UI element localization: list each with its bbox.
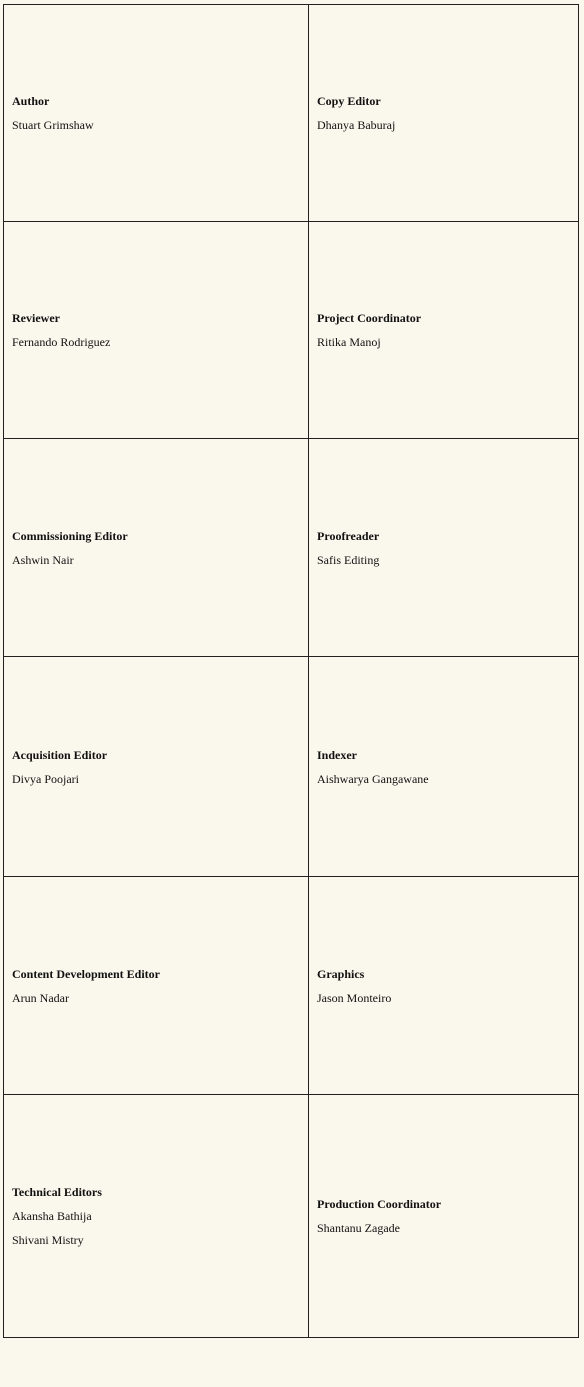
credit-role: Author xyxy=(12,94,50,108)
credit-role: Technical Editors xyxy=(12,1185,102,1199)
credit-name: Akansha Bathija xyxy=(12,1209,92,1223)
credit-cell xyxy=(309,1095,579,1338)
table-row xyxy=(4,1095,579,1338)
credit-name: Shantanu Zagade xyxy=(317,1221,400,1235)
table-row xyxy=(4,657,579,877)
credit-name: Safis Editing xyxy=(317,552,380,567)
credit-name: Fernando Rodriguez xyxy=(12,335,111,349)
credit-role: Commissioning Editor xyxy=(12,528,128,543)
credit-role: Graphics xyxy=(317,966,365,981)
credit-role: Acquisition Editor xyxy=(12,747,108,762)
credit-name: Stuart Grimshaw xyxy=(12,118,94,132)
credit-name: Divya Poojari xyxy=(12,771,79,786)
credit-name: Ashwin Nair xyxy=(12,552,74,567)
credits-table xyxy=(3,4,579,1338)
table-row xyxy=(4,5,579,222)
credit-cell xyxy=(4,1095,309,1338)
credit-cell xyxy=(309,5,579,222)
credit-cell xyxy=(309,657,579,877)
credit-role: Proofreader xyxy=(317,528,380,543)
table-row xyxy=(4,877,579,1095)
credit-role: Content Development Editor xyxy=(12,966,160,981)
table-row xyxy=(4,439,579,657)
credit-role: Production Coordinator xyxy=(317,1197,442,1211)
credit-cell xyxy=(309,877,579,1095)
credit-role: Reviewer xyxy=(12,311,60,325)
credit-cell xyxy=(4,5,309,222)
credit-role: Indexer xyxy=(317,747,357,762)
credit-cell xyxy=(4,439,309,657)
credit-name: Jason Monteiro xyxy=(317,990,392,1005)
credit-cell xyxy=(4,657,309,877)
credit-role: Project Coordinator xyxy=(317,311,422,325)
credit-name: Aishwarya Gangawane xyxy=(317,771,429,786)
credit-name: Ritika Manoj xyxy=(317,335,381,349)
credit-cell xyxy=(309,222,579,439)
credit-cell xyxy=(4,877,309,1095)
credit-name: Dhanya Baburaj xyxy=(317,118,396,132)
table-row xyxy=(4,222,579,439)
credit-cell xyxy=(4,222,309,439)
credit-role: Copy Editor xyxy=(317,94,381,108)
credit-cell xyxy=(309,439,579,657)
credit-name: Arun Nadar xyxy=(12,990,69,1005)
credit-name: Shivani Mistry xyxy=(12,1233,84,1247)
